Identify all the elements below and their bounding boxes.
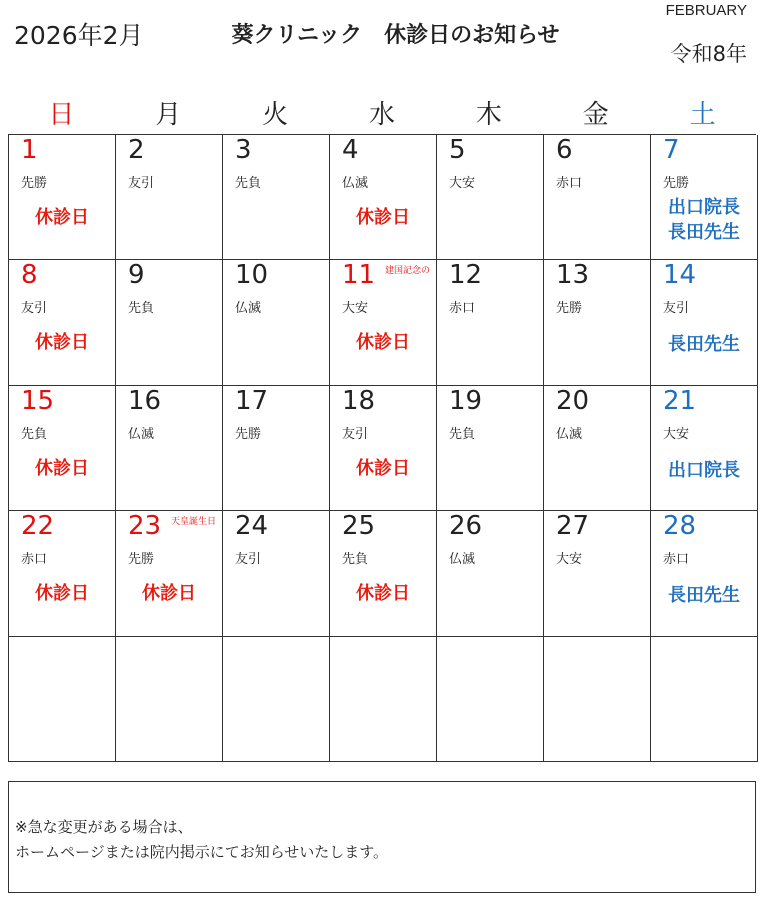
calendar-empty-cell	[544, 637, 651, 762]
day-number: 4	[342, 135, 359, 165]
rokuyo-label: 仏滅	[235, 301, 262, 317]
weekday-wednesday: 水	[369, 100, 396, 130]
rokuyo-label: 赤口	[663, 552, 690, 568]
day-number: 14	[663, 260, 697, 291]
doctor-name: 出口院長	[668, 197, 740, 218]
calendar-day-cell	[651, 135, 758, 260]
page-title: 葵クリニック 休診日のお知らせ	[231, 23, 560, 48]
rokuyo-label: 赤口	[556, 176, 583, 191]
day-number: 25	[342, 511, 376, 542]
closed-day-label: 休診日	[35, 457, 89, 479]
weekday-monday: 月	[155, 100, 182, 130]
doctor-name: 長田先生	[668, 585, 740, 607]
calendar-day-cell	[544, 135, 651, 260]
closed-day-label: 休診日	[356, 332, 410, 354]
calendar-day-cell	[330, 511, 437, 636]
rokuyo-label: 大安	[556, 552, 583, 568]
day-number: 18	[342, 385, 376, 416]
rokuyo-label: 友引	[663, 301, 690, 317]
month-label: 2026年2月	[14, 21, 144, 50]
calendar-day-cell	[116, 260, 223, 385]
weekday-sunday: 日	[48, 100, 75, 130]
rokuyo-label: 仏滅	[128, 426, 155, 442]
calendar-day-cell	[544, 260, 651, 385]
rokuyo-label: 先負	[342, 552, 369, 568]
notice-line-2: ホームページまたは院内掲示にてお知らせいたします。	[15, 843, 389, 861]
rokuyo-label: 仏滅	[342, 176, 369, 191]
day-number: 6	[556, 135, 573, 165]
doctor-schedule	[651, 458, 757, 483]
calendar-empty-cell	[9, 637, 116, 762]
closed-day-label: 休診日	[35, 583, 89, 605]
day-number: 10	[235, 260, 269, 291]
calendar-day-cell	[651, 511, 758, 636]
rokuyo-label: 大安	[449, 176, 476, 191]
day-number: 5	[449, 135, 466, 165]
rokuyo-label: 先負	[449, 426, 476, 442]
day-number: 7	[663, 135, 680, 165]
doctor-name: 出口院長	[668, 459, 740, 481]
day-number: 13	[556, 260, 590, 291]
calendar-day-cell	[9, 386, 116, 511]
day-number: 20	[556, 385, 590, 416]
closed-day-label: 休診日	[356, 583, 410, 605]
closed-day-label: 休診日	[356, 457, 410, 479]
calendar-empty-cell	[330, 637, 437, 762]
rokuyo-label: 先勝	[21, 176, 48, 191]
day-number: 23	[128, 511, 162, 542]
rokuyo-label: 友引	[235, 552, 262, 568]
rokuyo-label: 先負	[21, 426, 48, 442]
rokuyo-label: 先勝	[556, 301, 583, 317]
calendar-day-cell	[437, 260, 544, 385]
english-month: FEBRUARY	[665, 2, 747, 19]
day-number: 12	[449, 260, 483, 291]
weekday-tuesday: 火	[262, 100, 289, 130]
calendar-day-cell	[437, 511, 544, 636]
rokuyo-label: 先負	[128, 301, 155, 317]
calendar-day-cell	[116, 386, 223, 511]
day-number: 2	[128, 135, 145, 165]
rokuyo-label: 仏滅	[556, 426, 583, 442]
calendar-day-cell	[651, 260, 758, 385]
era-year: 令和8年	[670, 42, 747, 66]
rokuyo-label: 大安	[663, 426, 690, 442]
calendar-day-cell	[330, 386, 437, 511]
closed-day-label: 休診日	[356, 207, 410, 228]
day-number: 24	[235, 511, 269, 542]
calendar-day-cell	[437, 386, 544, 511]
calendar-empty-cell	[223, 637, 330, 762]
calendar-day-cell	[9, 260, 116, 385]
weekday-thursday: 木	[475, 100, 502, 130]
weekday-header	[8, 94, 756, 130]
calendar-day-cell	[223, 386, 330, 511]
day-number: 11	[342, 260, 376, 291]
rokuyo-label: 仏滅	[449, 552, 476, 568]
closed-day-label: 休診日	[35, 207, 89, 228]
day-number: 16	[128, 385, 162, 416]
rokuyo-label: 赤口	[21, 552, 48, 568]
notice-line-1: ※急な変更がある場合は、	[15, 818, 193, 836]
calendar-day-cell	[544, 511, 651, 636]
calendar-day-cell	[544, 386, 651, 511]
calendar-day-cell	[437, 135, 544, 260]
rokuyo-label: 先勝	[128, 552, 155, 568]
day-number: 8	[21, 260, 38, 291]
rokuyo-label: 先勝	[663, 176, 690, 191]
rokuyo-label: 友引	[128, 176, 155, 191]
weekday-friday: 金	[582, 100, 609, 130]
calendar-day-cell	[651, 386, 758, 511]
rokuyo-label: 先勝	[235, 426, 262, 442]
day-number: 26	[449, 511, 483, 542]
day-number: 3	[235, 135, 252, 165]
doctor-name: 長田先生	[668, 222, 740, 243]
calendar-day-cell	[223, 511, 330, 636]
holiday-name: 建国記念の	[384, 266, 430, 277]
calendar-empty-cell	[116, 637, 223, 762]
calendar-day-cell	[116, 511, 223, 636]
rokuyo-label: 赤口	[449, 301, 476, 317]
day-number: 1	[21, 135, 38, 165]
rokuyo-label: 友引	[21, 301, 48, 317]
day-number: 19	[449, 385, 483, 416]
doctor-schedule	[651, 195, 757, 245]
notice-box	[8, 781, 756, 893]
day-number: 17	[235, 385, 269, 416]
day-number: 15	[21, 385, 55, 416]
calendar-day-cell	[116, 135, 223, 260]
calendar-empty-cell	[651, 637, 758, 762]
closed-day-label: 休診日	[35, 332, 89, 354]
holiday-name: 天皇誕生日	[170, 517, 216, 528]
calendar-day-cell	[223, 135, 330, 260]
calendar-day-cell	[223, 260, 330, 385]
weekday-saturday: 土	[689, 100, 716, 130]
calendar-empty-cell	[437, 637, 544, 762]
calendar-day-cell	[9, 135, 116, 260]
day-number: 21	[663, 385, 697, 416]
calendar-day-cell	[330, 260, 437, 385]
closed-day-label: 休診日	[142, 583, 196, 605]
day-number: 9	[128, 260, 145, 291]
rokuyo-label: 先負	[235, 176, 262, 191]
doctor-schedule	[651, 332, 757, 357]
calendar-grid	[8, 134, 756, 762]
doctor-name: 長田先生	[668, 334, 740, 356]
calendar-day-cell	[330, 135, 437, 260]
day-number: 27	[556, 511, 590, 542]
calendar-day-cell	[9, 511, 116, 636]
doctor-schedule	[651, 583, 757, 608]
rokuyo-label: 大安	[342, 301, 369, 317]
rokuyo-label: 友引	[342, 426, 369, 442]
day-number: 28	[663, 511, 697, 542]
day-number: 22	[21, 511, 55, 542]
